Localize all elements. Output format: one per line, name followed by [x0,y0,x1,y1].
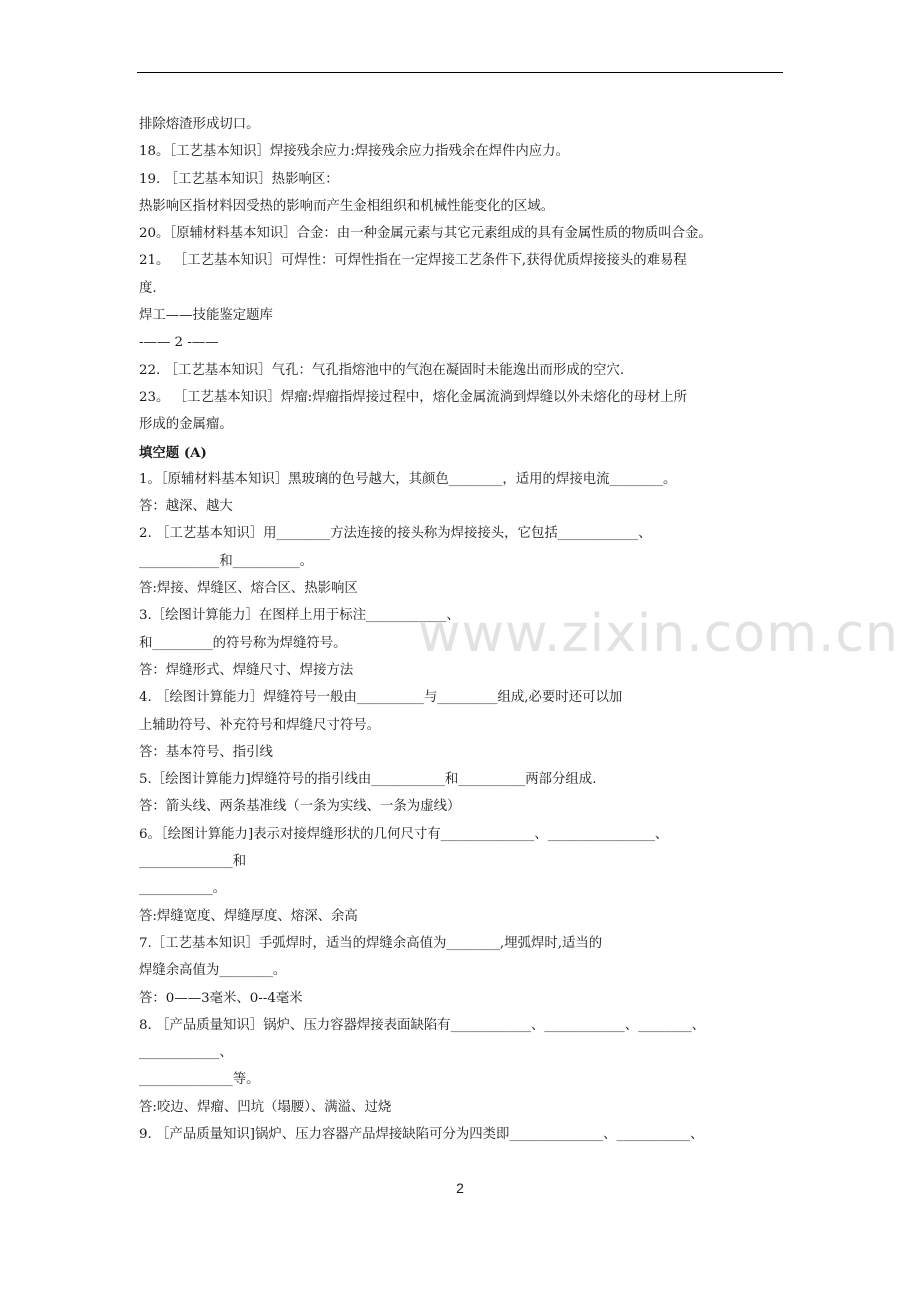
question-line: 上辅助符号、补充符号和焊缝尺寸符号。 [139,717,381,733]
text-line: 20。［原辅材料基本知识］合金：由一种金属元素与其它元素组成的具有金属性质的物质叫合金。 [139,226,712,242]
text-line: 18。［工艺基本知识］焊接残余应力:焊接残余应力指残余在焊件内应力。 [139,144,569,160]
question-line: 3.［绘图计算能力］在图样上用于标注____________、 [139,608,460,624]
text-line: 排除熔渣形成切口。 [139,117,260,132]
question-line: 9. ［产品质量知识]锅炉、压力容器产品焊接缺陷可分为四类即______________、___________、 [139,1126,704,1142]
answer-line: 答：0——3毫米、0--4毫米 [139,990,303,1006]
question-line: ___________。 [139,881,227,897]
answer-line: 答：箭头线、两条基准线（一条为实线、一条为虚线） [139,799,461,815]
question-line: 和_________的符号称为焊缝符号。 [139,635,347,651]
text-line: 23。 ［工艺基本知识］焊瘤:焊瘤指焊接过程中，熔化金属流淌到焊缝以外未熔化的母材上所 [139,389,688,405]
answer-line: 答：焊缝形式、焊缝尺寸、焊接方法 [139,662,354,678]
text-line: 热影响区指材料因受热的影响而产生金相组织和机械性能变化的区域。 [139,198,555,214]
question-line: 1。［原辅材料基本知识］黑玻璃的色号越大，其颜色________，适用的焊接电流________。 [139,471,677,487]
question-line: ____________和__________。 [139,553,314,569]
question-line: ____________、 [139,1045,233,1061]
section-heading: 填空题 (A) [139,444,207,461]
question-line: 6。［绘图计算能力]表示对接焊缝形状的几何尺寸有______________、________________、 [139,826,669,842]
answer-line: 答:焊缝宽度、焊缝厚度、熔深、余高 [139,908,358,924]
text-line: 19. ［工艺基本知识］热影响区： [139,171,339,187]
question-line: 5.［绘图计算能力]焊缝符号的指引线由___________和__________两部分组成. [139,772,597,788]
text-line: 焊工——技能鉴定题库 [139,308,273,324]
answer-line: 答：基本符号、指引线 [139,744,273,760]
question-line: ______________和 [139,854,247,870]
question-line: 7.［工艺基本知识］手弧焊时，适当的焊缝余高值为________,埋弧焊时,适当的 [139,935,603,951]
question-line: 焊缝余高值为________。 [139,963,287,979]
text-line: 21。 ［工艺基本知识］可焊性：可焊性指在一定焊接工艺条件下,获得优质焊接接头的难易程 [139,253,687,269]
answer-line: 答:焊接、焊缝区、熔合区、热影响区 [139,581,358,597]
watermark-text: www.zixin.com.cn [418,604,899,664]
header-rule [137,72,783,73]
page-number: 2 [456,1180,464,1196]
answer-line: 答：越深、越大 [139,499,233,515]
question-line: 8. ［产品质量知识］锅炉、压力容器焊接表面缺陷有____________、____________、________、 [139,1017,706,1033]
answer-line: 答:咬边、焊瘤、凹坑（塌腰）、满溢、过烧 [139,1099,392,1115]
text-line: 度. [139,280,157,296]
question-line: 2. ［工艺基本知识］用________方法连接的接头称为焊接接头，它包括____________、 [139,526,652,542]
text-line: 22. ［工艺基本知识］气孔：气孔指熔池中的气泡在凝固时未能逸出而形成的空穴. [139,362,625,378]
document-body [139,116,791,1153]
question-line: 4. ［绘图计算能力］焊缝符号一般由__________与_________组成,必要时还可以加 [139,690,623,706]
text-line: 形成的金属瘤。 [139,417,233,433]
question-line: ______________等。 [139,1072,260,1088]
text-line: -—— 2 -—— [139,335,219,351]
